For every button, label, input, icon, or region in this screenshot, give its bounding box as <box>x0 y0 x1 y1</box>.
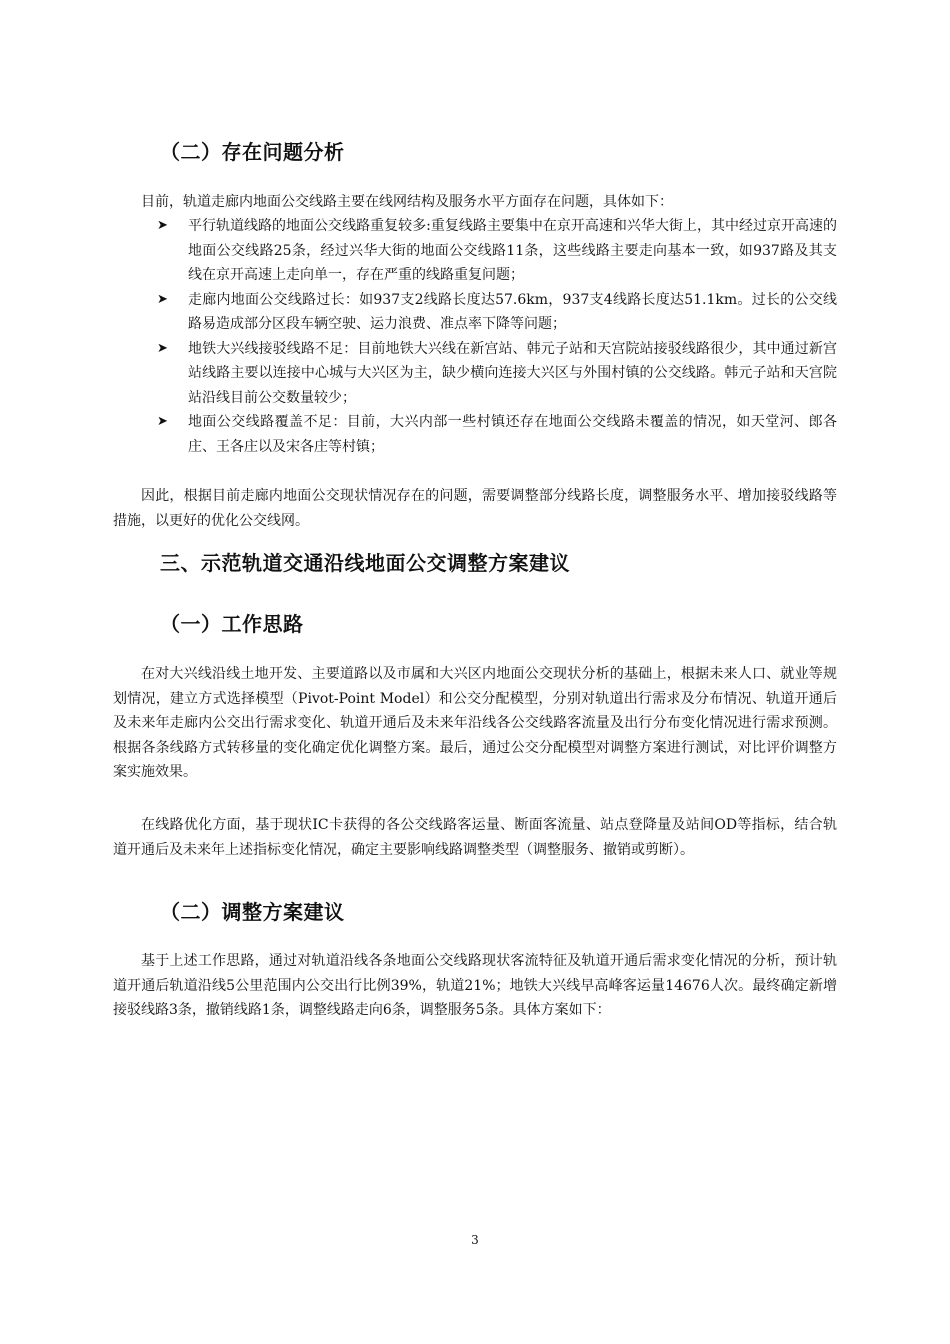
arrowhead-bullet-icon: ➤ <box>157 291 168 307</box>
problem-conclusion-paragraph: 因此，根据目前走廊内地面公交现状情况存在的问题，需要调整部分线路长度，调整服务水平、增加接驳线路等措施，以更好的优化公交线网。 <box>113 488 837 529</box>
section-heading-problem-analysis: （二）存在问题分析 <box>160 140 345 164</box>
problem-bullet-list <box>113 214 837 459</box>
page-number: 3 <box>471 1233 479 1247</box>
bullet-text: 地铁大兴线接驳线路不足：目前地铁大兴线在新宫站、韩元子站和天宫院站接驳线路很少，其中通过新宫站线路主要以连接中心城与大兴区为主，缺少横向连接大兴区与外围村镇的公交线路。韩元子站和天宫院站沿线目前公交数量较少； <box>188 340 837 406</box>
bullet-item-insufficient-coverage <box>113 410 837 459</box>
arrowhead-bullet-icon: ➤ <box>157 218 168 233</box>
chapter-heading-adjustment-proposal: 三、示范轨道交通沿线地面公交调整方案建议 <box>160 551 570 575</box>
bullet-item-duplicate-routes <box>113 214 837 288</box>
adjustment-plan-paragraph: 基于上述工作思路，通过对轨道沿线各条地面公交线路现状客流特征及轨道开通后需求变化情况的分析，预计轨道开通后轨道沿线5公里范围内公交出行比例39%，轨道21%；地铁大兴线早高峰客运量14676人次。最终确定新增接驳线路3条，撤销线路1条，调整线路走向6条，调整服务5条。具体方案如下： <box>113 953 837 1018</box>
work-approach-paragraph-2: 在线路优化方面，基于现状IC卡获得的各公交线路客运量、断面客流量、站点登降量及站间OD等指标，结合轨道开通后及未来年上述指标变化情况，确定主要影响线路调整类型（调整服务、撤销或剪断）。 <box>113 817 837 858</box>
bullet-item-routes-too-long <box>113 288 837 337</box>
bullet-item-insufficient-feeders <box>113 337 837 411</box>
arrowhead-bullet-icon: ➤ <box>157 414 168 429</box>
section-heading-work-approach: （一）工作思路 <box>160 612 304 636</box>
work-approach-paragraph-1: 在对大兴线沿线土地开发、主要道路以及市属和大兴区内地面公交现状分析的基础上，根据未来人口、就业等规划情况，建立方式选择模型（Pivot-Point Model）和公交分配模型，分别对轨道出行需求及分布情况、轨道开通后及未来年走廊内公交出行需求变化、轨道开通后及未来年沿线各公交线路客流量及出行分布变化情况进行需求预测。根据各条线路方式转移量的变化确定优化调整方案。最后，通过公交分配模型对调整方案进行测试，对比评价调整方案实施效果。 <box>113 666 837 780</box>
bullet-text: 地面公交线路覆盖不足：目前，大兴内部一些村镇还存在地面公交线路未覆盖的情况，如天堂河、郎各庄、王各庄以及宋各庄等村镇； <box>188 414 837 455</box>
arrowhead-bullet-icon: ➤ <box>157 340 168 356</box>
section-heading-adjustment-plan: （二）调整方案建议 <box>160 900 345 924</box>
bullet-text: 走廊内地面公交线路过长：如937支2线路长度达57.6km，937支4线路长度达51.1km。过长的公交线路易造成部分区段车辆空驶、运力浪费、准点率下降等问题； <box>188 291 837 332</box>
bullet-text: 平行轨道线路的地面公交线路重复较多:重复线路主要集中在京开高速和兴华大街上，其中经过京开高速的地面公交线路25条，经过兴华大街的地面公交线路11条，这些线路主要走向基本一致，如937路及其支线在京开高速上走向单一，存在严重的线路重复问题； <box>188 218 837 283</box>
problem-intro-paragraph: 目前，轨道走廊内地面公交线路主要在线网结构及服务水平方面存在问题，具体如下： <box>141 194 673 210</box>
